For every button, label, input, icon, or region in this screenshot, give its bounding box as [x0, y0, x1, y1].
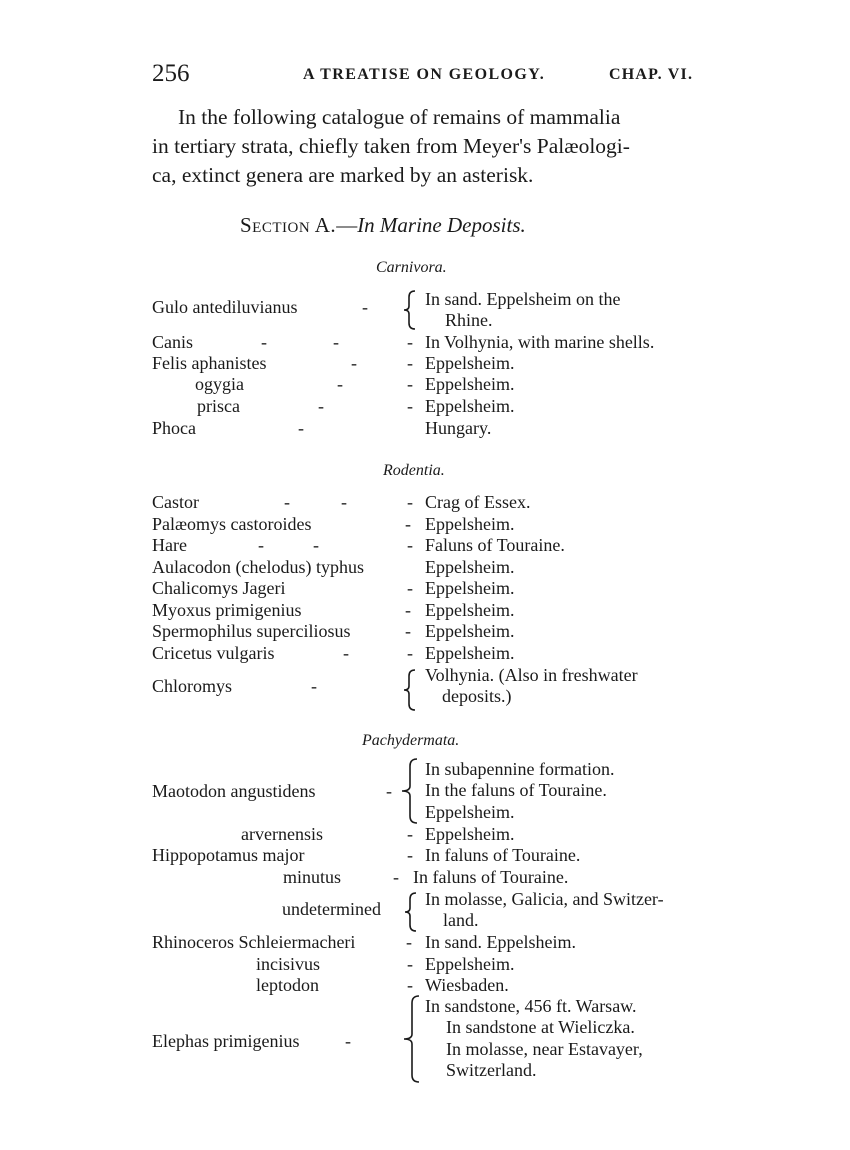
- locality: Faluns of Touraine.: [425, 535, 565, 555]
- species-name: minutus: [283, 867, 342, 887]
- species-name: Myoxus primigenius: [152, 600, 302, 620]
- species-name: Maotodon angustidens: [152, 781, 316, 801]
- locality: Eppelsheim.: [425, 954, 515, 974]
- locality: Eppelsheim.: [425, 514, 515, 534]
- locality: In sandstone, 456 ft. Warsaw.: [425, 996, 637, 1016]
- species-name: Castor: [152, 492, 199, 512]
- locality: In sand. Eppelsheim on the: [425, 289, 621, 309]
- locality: Eppelsheim.: [425, 824, 515, 844]
- leader-dash: -: [318, 396, 324, 416]
- species-name: Canis: [152, 332, 194, 352]
- locality: In faluns of Touraine.: [413, 867, 569, 887]
- leader-dash: -: [407, 353, 413, 373]
- species-name: Chalicomys Jageri: [152, 578, 286, 598]
- leader-dash: -: [345, 1031, 351, 1051]
- species-name: Chloromys: [152, 676, 233, 696]
- intro-paragraph: [152, 103, 700, 190]
- intro-line: in tertiary strata, chiefly taken from Meyer's Palæologi-: [152, 134, 630, 158]
- species-name: Spermophilus superciliosus: [152, 621, 351, 641]
- locality: deposits.): [442, 686, 512, 706]
- locality: Volhynia. (Also in freshwater: [425, 665, 638, 685]
- locality: Eppelsheim.: [425, 557, 515, 577]
- species-name: Cricetus vulgaris: [152, 643, 275, 663]
- intro-line: ca, extinct genera are marked by an asterisk.: [152, 163, 534, 187]
- section-title: In Marine Deposits.: [357, 213, 526, 237]
- species-name: Gulo antediluvianus: [152, 297, 298, 317]
- section-heading: [240, 213, 526, 238]
- species-name: Elephas primigenius: [152, 1031, 300, 1051]
- locality: In faluns of Touraine.: [425, 845, 581, 865]
- locality: Switzerland.: [446, 1060, 537, 1080]
- locality: Eppelsheim.: [425, 353, 515, 373]
- species-name: Rhinoceros Schleiermacheri: [152, 932, 356, 952]
- locality: In sandstone at Wieliczka.: [446, 1017, 635, 1037]
- leader-dash: -: [351, 353, 357, 373]
- leader-dash: -: [407, 492, 413, 512]
- leader-dash: -: [407, 535, 413, 555]
- leader-dash: -: [341, 492, 347, 512]
- group-title-rodentia: Rodentia.: [383, 462, 445, 479]
- leader-dash: -: [405, 621, 411, 641]
- locality: Eppelsheim.: [425, 578, 515, 598]
- leader-dash: -: [393, 867, 399, 887]
- locality: In molasse, Galicia, and Switzer-: [425, 889, 664, 909]
- brace-icon: [403, 290, 417, 330]
- leader-dash: -: [407, 578, 413, 598]
- leader-dash: -: [386, 781, 392, 801]
- leader-dash: -: [405, 514, 411, 534]
- page-number: 256: [152, 60, 190, 87]
- section-dash: —: [336, 213, 358, 237]
- locality: In molasse, near Estavayer,: [446, 1039, 643, 1059]
- locality: Crag of Essex.: [425, 492, 531, 512]
- leader-dash: -: [284, 492, 290, 512]
- leader-dash: -: [313, 535, 319, 555]
- leader-dash: -: [298, 418, 304, 438]
- chapter-label: CHAP. VI.: [609, 66, 694, 83]
- leader-dash: -: [258, 535, 264, 555]
- running-title: A TREATISE ON GEOLOGY.: [303, 66, 546, 83]
- locality: Rhine.: [445, 310, 493, 330]
- species-name: incisivus: [256, 954, 321, 974]
- leader-dash: -: [407, 396, 413, 416]
- group-title-carnivora: Carnivora.: [376, 259, 447, 276]
- locality: Eppelsheim.: [425, 802, 515, 822]
- species-name: prisca: [197, 396, 240, 416]
- species-name: Hare: [152, 535, 187, 555]
- species-name: Phoca: [152, 418, 196, 438]
- brace-icon: [401, 758, 419, 824]
- leader-dash: -: [407, 332, 413, 352]
- leader-dash: -: [407, 975, 413, 995]
- locality: land.: [443, 910, 479, 930]
- species-name: ogygia: [195, 374, 244, 394]
- leader-dash: -: [405, 600, 411, 620]
- species-name: leptodon: [256, 975, 319, 995]
- leader-dash: -: [261, 332, 267, 352]
- leader-dash: -: [343, 643, 349, 663]
- locality: Eppelsheim.: [425, 396, 515, 416]
- leader-dash: -: [406, 932, 412, 952]
- species-name: undetermined: [282, 899, 381, 919]
- brace-icon: [404, 892, 418, 932]
- leader-dash: -: [337, 374, 343, 394]
- group-title-pachydermata: Pachydermata.: [362, 732, 460, 749]
- locality: Eppelsheim.: [425, 643, 515, 663]
- species-name: Palæomys castoroides: [152, 514, 312, 534]
- species-name: Aulacodon (chelodus) typhus: [152, 557, 364, 577]
- locality: Hungary.: [425, 418, 492, 438]
- leader-dash: -: [311, 676, 317, 696]
- leader-dash: -: [407, 824, 413, 844]
- brace-icon: [403, 995, 421, 1083]
- locality: In Volhynia, with marine shells.: [425, 332, 655, 352]
- leader-dash: -: [407, 954, 413, 974]
- brace-icon: [403, 669, 417, 711]
- leader-dash: -: [333, 332, 339, 352]
- species-name: Felis aphanistes: [152, 353, 267, 373]
- locality: Eppelsheim.: [425, 621, 515, 641]
- species-name: arvernensis: [241, 824, 323, 844]
- species-name: Hippopotamus major: [152, 845, 305, 865]
- locality: Wiesbaden.: [425, 975, 509, 995]
- locality: In subapennine formation.: [425, 759, 615, 779]
- locality: In the faluns of Touraine.: [425, 780, 607, 800]
- locality: Eppelsheim.: [425, 600, 515, 620]
- locality: Eppelsheim.: [425, 374, 515, 394]
- leader-dash: -: [362, 297, 368, 317]
- intro-line: In the following catalogue of remains of mammalia: [178, 105, 621, 129]
- section-label: Section A.: [240, 213, 337, 237]
- leader-dash: -: [407, 845, 413, 865]
- locality: In sand. Eppelsheim.: [425, 932, 576, 952]
- leader-dash: -: [407, 643, 413, 663]
- leader-dash: -: [407, 374, 413, 394]
